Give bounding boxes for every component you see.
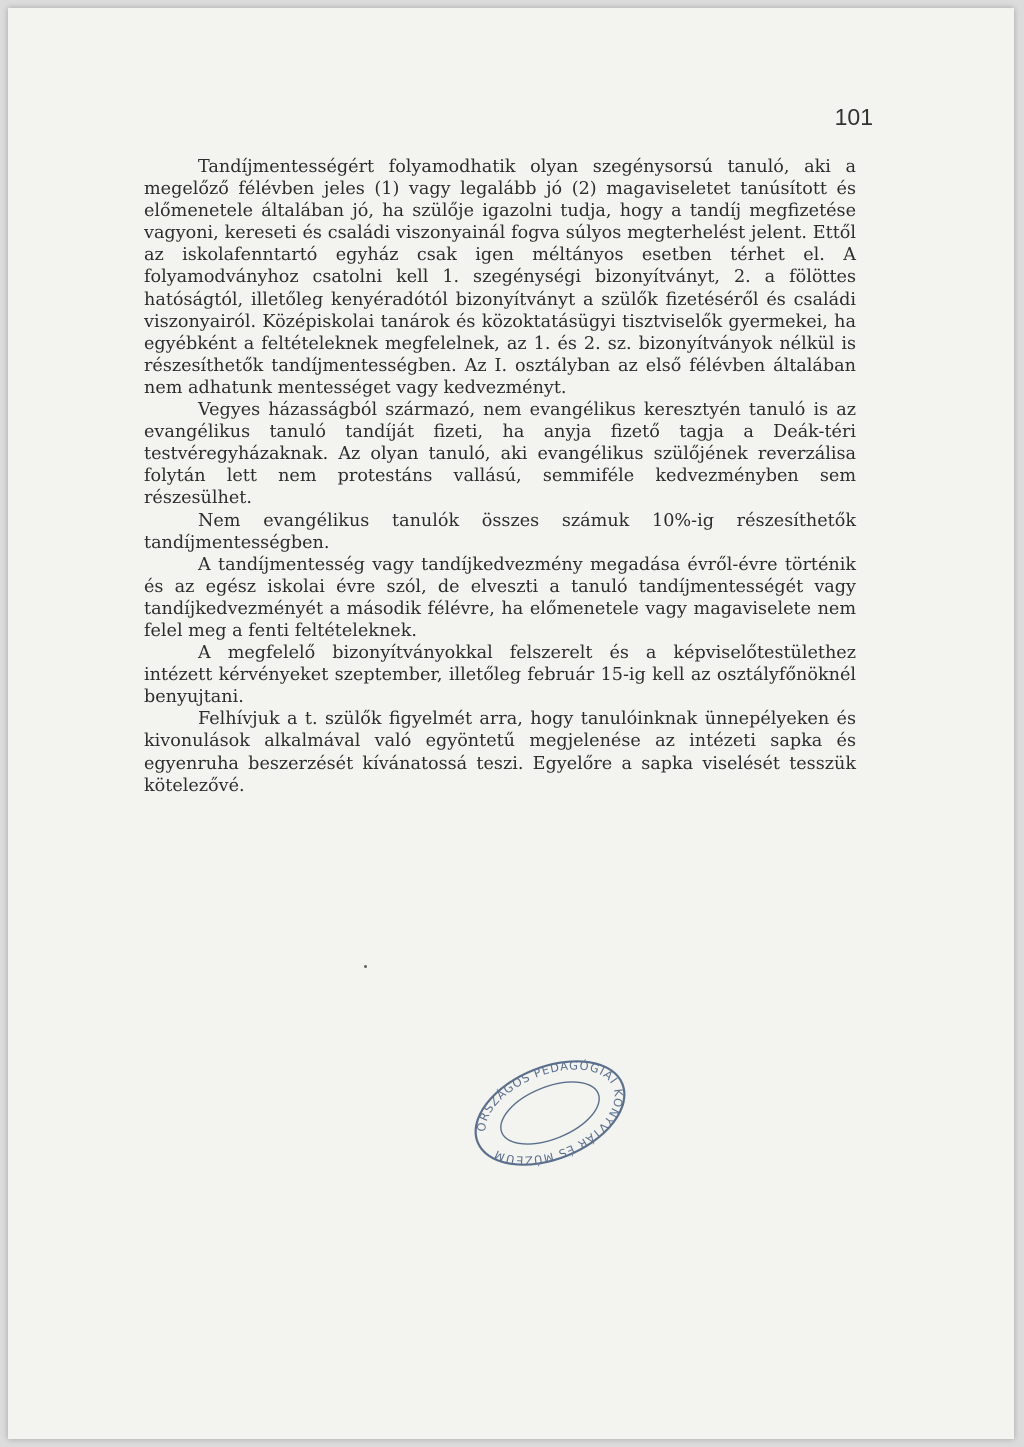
body-text	[144, 156, 856, 797]
paragraph-yearly-grant: A tandíjmentesség vagy tandíjkedvezmény megadása évről-évre történik és az egész iskolai évre szól, de elveszti a tanuló tandíjmentességét vagy tandíjkedvezményét a második félévre, ha előmenetele vagy magaviselete nem felel meg a fenti feltételeknek.	[144, 554, 856, 641]
document-page	[8, 8, 1014, 1439]
paragraph-uniform-cap: Felhívjuk a t. szülők figyelmét arra, hogy tanulóinknak ünnepélyeken és kivonulások alkalmával való egyöntetű megjelenése az intézeti sapka és egyenruha beszerzését kívánatossá teszi. Egyelőre a sapka viselését tesszük kötelezővé.	[144, 709, 856, 796]
paragraph-mixed-marriage: Vegyes házasságból származó, nem evangélikus keresztyén tanuló is az evangélikus tanuló tandíját fizeti, ha anyja fizető tagja a Deák-téri testvéregyházaknak. Az olyan tanuló, aki evangélikus szülőjének reverzálisa folytán lett nem protestáns vallású, semmiféle kedvezményben sem részesülhet.	[144, 400, 856, 509]
stamp-text: ORSZÁGOS PEDAGÓGIAI KÖNYVTÁR ÉS MÚZEUM	[474, 1058, 626, 1168]
library-stamp	[460, 1038, 640, 1188]
paragraph-tuition-exemption: Tandíjmentességért folyamodhatik olyan szegénysorsú tanuló, aki a megelőző félévben jeles (1) vagy legalább jó (2) magaviseletet tanúsított és előmenetele általában jó, ha szülője igazolni tudja, hogy a tandíj megfizetése vagyoni, kereseti és családi viszonyainál fogva súlyos megterhelést jelent. Ettől az iskolafenntartó egyház csak igen méltányos esetben térhet el. A folyamodványhoz csatolni kell 1. szegénységi bizonyítványt, 2. a fölöttes hatóságtól, illetőleg kenyéradótól bizonyítványt a szülők fizetéséről és családi viszonyairól. Középiskolai tanárok és közoktatásügyi tisztviselők gyermekei, ha egyébként a feltételeknek megfelelnek, az 1. és 2. sz. bizonyítványok nélkül is részesíthetők tandíjmentességben. Az I. osztályban az első félévben általában nem adhatunk mentességet vagy kedvezményt.	[144, 157, 856, 398]
page-number: 101	[834, 104, 873, 130]
paragraph-non-evangelical-quota: Nem evangélikus tanulók összes számuk 10%-ig részesíthetők tandíjmentességben.	[144, 510, 856, 553]
svg-text:ORSZÁGOS PEDAGÓGIAI KÖNYVTÁR É	[460, 1038, 640, 1188]
ink-speck	[364, 965, 367, 968]
stamp-seal-icon	[460, 1038, 640, 1188]
paragraph-application-deadline: A megfelelő bizonyítványokkal felszerelt és a képviselőtestülethez intézett kérvényeket szeptember, illetőleg február 15-ig kell az osztályfőnöknél benyujtani.	[144, 643, 856, 708]
